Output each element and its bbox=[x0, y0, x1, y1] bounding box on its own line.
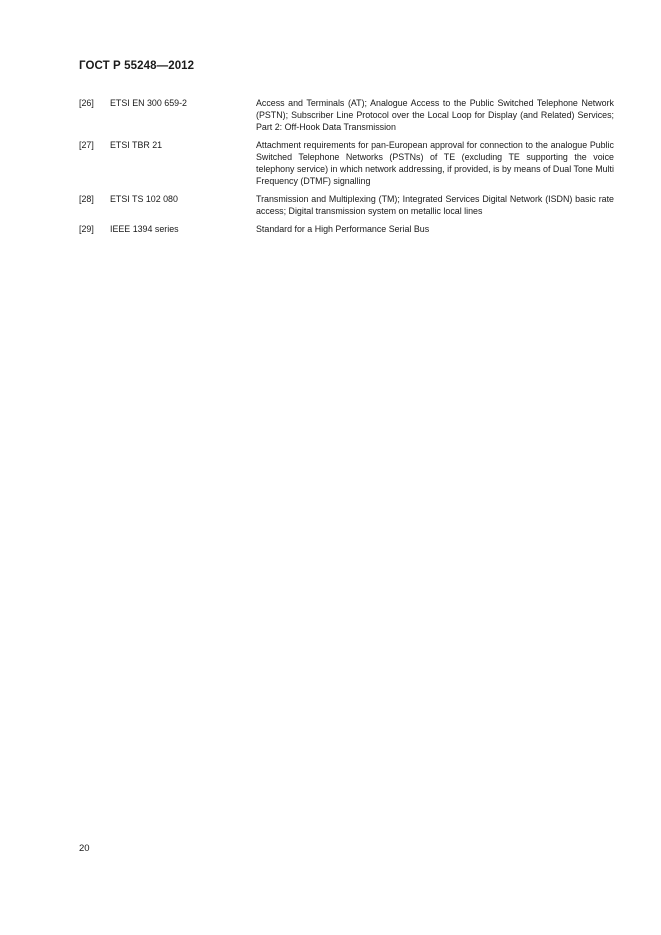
bibliography-entry bbox=[79, 139, 614, 187]
entry-title: Access and Terminals (AT); Analogue Access to the Public Switched Telephone Network (PSTN); Subscriber Line Protocol over the Local Loop for Display (and Related) Services; Part 2: Off-Hook Data Transmission bbox=[256, 98, 614, 132]
bibliography-entry bbox=[79, 97, 614, 133]
entry-code: IEEE 1394 series bbox=[110, 224, 179, 234]
entry-title: Standard for a High Performance Serial Bus bbox=[256, 224, 430, 234]
page-number: 20 bbox=[79, 843, 90, 854]
entry-title: Attachment requirements for pan-European approval for connection to the analogue Public Switched Telephone Networks (PSTNs) of TE (excluding TE supporting the voice telephony service) in which network addressing, if provided, is by means of Dual Tone Multi Frequency (DTMF) signalling bbox=[256, 140, 614, 186]
entry-number: [26] bbox=[79, 98, 94, 108]
entry-number: [28] bbox=[79, 194, 94, 204]
bibliography-list bbox=[79, 97, 614, 241]
bibliography-entry bbox=[79, 223, 614, 235]
entry-number: [29] bbox=[79, 224, 94, 234]
entry-code: ETSI TS 102 080 bbox=[110, 194, 178, 204]
entry-code: ETSI TBR 21 bbox=[110, 140, 163, 150]
entry-title: Transmission and Multiplexing (TM); Integrated Services Digital Network (ISDN) basic rate access; Digital transmission system on metallic local lines bbox=[256, 194, 614, 216]
document-header-title: ГОСТ Р 55248—2012 bbox=[79, 60, 195, 72]
entry-code: ETSI EN 300 659-2 bbox=[110, 98, 187, 108]
bibliography-entry bbox=[79, 193, 614, 217]
entry-number: [27] bbox=[79, 140, 94, 150]
